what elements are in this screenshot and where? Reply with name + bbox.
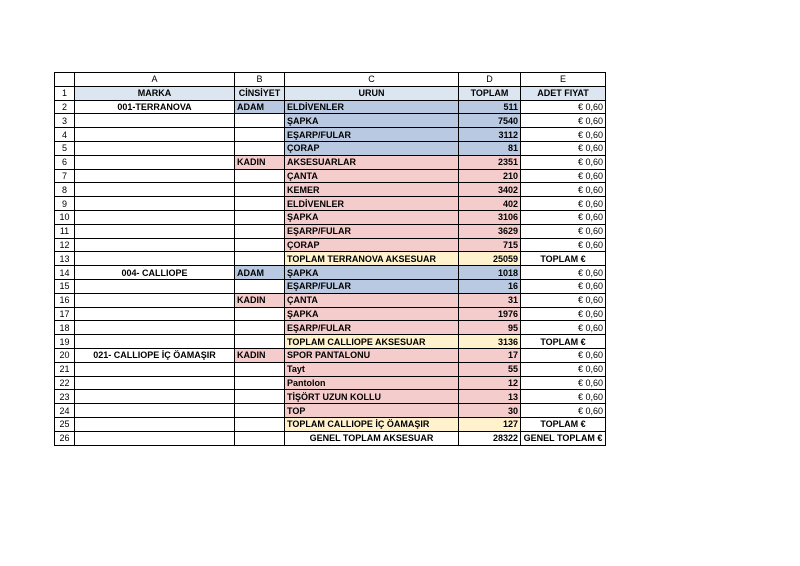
sheet-row	[55, 321, 606, 335]
sheet-row	[55, 362, 606, 376]
sheet-row	[55, 169, 606, 183]
sheet-row	[55, 279, 606, 293]
cell-e[interactable]: € 0,60	[521, 376, 606, 390]
row-number[interactable]: 15	[55, 279, 75, 293]
cell-e[interactable]: € 0,60	[521, 128, 606, 142]
cell-a[interactable]	[75, 293, 235, 307]
cell-a[interactable]	[75, 307, 235, 321]
cell-c[interactable]: Pantolon	[285, 376, 459, 390]
sheet-row	[55, 307, 606, 321]
cell-b[interactable]	[235, 376, 285, 390]
column-header-row	[55, 73, 606, 87]
cell-e[interactable]: ADET FIYAT	[521, 86, 606, 100]
cell-b[interactable]	[235, 321, 285, 335]
cell-a[interactable]	[75, 210, 235, 224]
cell-a[interactable]	[75, 404, 235, 418]
row-number[interactable]: 26	[55, 431, 75, 445]
cell-d[interactable]: 3402	[459, 183, 521, 197]
cell-d[interactable]: 3629	[459, 224, 521, 238]
row-number[interactable]: 17	[55, 307, 75, 321]
cell-d[interactable]: 95	[459, 321, 521, 335]
column-header-c[interactable]: C	[285, 73, 459, 87]
cell-e[interactable]: TOPLAM €	[521, 417, 606, 431]
cell-b[interactable]: KADIN	[235, 293, 285, 307]
sheet-row	[55, 431, 606, 445]
cell-c[interactable]: ÇORAP	[285, 238, 459, 252]
cell-d[interactable]: 81	[459, 141, 521, 155]
cell-c[interactable]: ŞAPKA	[285, 114, 459, 128]
cell-e[interactable]: € 0,60	[521, 141, 606, 155]
cell-c[interactable]: KEMER	[285, 183, 459, 197]
cell-d[interactable]: 1018	[459, 266, 521, 280]
cell-a[interactable]: 001-TERRANOVA	[75, 100, 235, 114]
row-number[interactable]: 19	[55, 335, 75, 349]
cell-e[interactable]: TOPLAM €	[521, 335, 606, 349]
cell-e[interactable]: TOPLAM €	[521, 252, 606, 266]
cell-e[interactable]: € 0,60	[521, 348, 606, 362]
cell-b[interactable]	[235, 197, 285, 211]
row-number[interactable]: 25	[55, 417, 75, 431]
row-number[interactable]: 11	[55, 224, 75, 238]
cell-b[interactable]	[235, 169, 285, 183]
cell-e[interactable]: GENEL TOPLAM €	[521, 431, 606, 445]
row-number[interactable]: 16	[55, 293, 75, 307]
sheet-row	[55, 114, 606, 128]
cell-c[interactable]: ELDİVENLER	[285, 197, 459, 211]
cell-e[interactable]: € 0,60	[521, 279, 606, 293]
cell-a[interactable]: MARKA	[75, 86, 235, 100]
cell-c[interactable]: TOPLAM CALLIOPE İÇ ÖAMAŞIR	[285, 417, 459, 431]
cell-e[interactable]: € 0,60	[521, 362, 606, 376]
cell-a[interactable]: 004- CALLIOPE	[75, 266, 235, 280]
cell-d[interactable]: 7540	[459, 114, 521, 128]
cell-a[interactable]	[75, 169, 235, 183]
cell-a[interactable]	[75, 141, 235, 155]
cell-d[interactable]: 2351	[459, 155, 521, 169]
cell-d[interactable]: 3112	[459, 128, 521, 142]
cell-d[interactable]: 715	[459, 238, 521, 252]
cell-b[interactable]	[235, 141, 285, 155]
cell-b[interactable]	[235, 431, 285, 445]
sheet-row	[55, 390, 606, 404]
cell-b[interactable]	[235, 114, 285, 128]
sheet-row	[55, 335, 606, 349]
cell-c[interactable]: AKSESUARLAR	[285, 155, 459, 169]
cell-a[interactable]	[75, 431, 235, 445]
cell-c[interactable]: URUN	[285, 86, 459, 100]
cell-d[interactable]: 210	[459, 169, 521, 183]
cell-a[interactable]	[75, 197, 235, 211]
cell-a[interactable]	[75, 128, 235, 142]
cell-c[interactable]: ÇANTA	[285, 169, 459, 183]
row-number[interactable]: 7	[55, 169, 75, 183]
cell-c[interactable]: EŞARP/FULAR	[285, 224, 459, 238]
sheet-row	[55, 417, 606, 431]
cell-d[interactable]: 402	[459, 197, 521, 211]
cell-b[interactable]: ADAM	[235, 100, 285, 114]
cell-c[interactable]: Tayt	[285, 362, 459, 376]
row-number[interactable]: 5	[55, 141, 75, 155]
cell-b[interactable]	[235, 183, 285, 197]
sheet-body	[55, 73, 606, 446]
cell-a[interactable]	[75, 376, 235, 390]
cell-d[interactable]: 55	[459, 362, 521, 376]
cell-c[interactable]: EŞARP/FULAR	[285, 128, 459, 142]
cell-e[interactable]: € 0,60	[521, 197, 606, 211]
cell-b[interactable]	[235, 390, 285, 404]
cell-e[interactable]: € 0,60	[521, 100, 606, 114]
cell-d[interactable]: 31	[459, 293, 521, 307]
cell-d[interactable]: 16	[459, 279, 521, 293]
row-number[interactable]: 21	[55, 362, 75, 376]
cell-d[interactable]: 3136	[459, 335, 521, 349]
cell-e[interactable]: € 0,60	[521, 293, 606, 307]
cell-a[interactable]	[75, 183, 235, 197]
sheet-row	[55, 224, 606, 238]
cell-c[interactable]: TOPLAM TERRANOVA AKSESUAR	[285, 252, 459, 266]
row-number[interactable]: 13	[55, 252, 75, 266]
sheet-row	[55, 86, 606, 100]
cell-a[interactable]	[75, 114, 235, 128]
row-number[interactable]: 1	[55, 86, 75, 100]
sheet-row	[55, 155, 606, 169]
row-number[interactable]: 3	[55, 114, 75, 128]
cell-a[interactable]	[75, 238, 235, 252]
cell-b[interactable]	[235, 210, 285, 224]
sheet-row	[55, 100, 606, 114]
sheet-row	[55, 141, 606, 155]
cell-d[interactable]: 25059	[459, 252, 521, 266]
cell-b[interactable]: KADIN	[235, 155, 285, 169]
cell-d[interactable]: 13	[459, 390, 521, 404]
cell-e[interactable]: € 0,60	[521, 404, 606, 418]
cell-c[interactable]: EŞARP/FULAR	[285, 321, 459, 335]
row-number[interactable]: 2	[55, 100, 75, 114]
cell-c[interactable]: ELDİVENLER	[285, 100, 459, 114]
cell-b[interactable]	[235, 404, 285, 418]
cell-e[interactable]: € 0,60	[521, 183, 606, 197]
row-number[interactable]: 23	[55, 390, 75, 404]
column-header-e[interactable]: E	[521, 73, 606, 87]
corner-cell[interactable]	[55, 73, 75, 87]
column-header-b[interactable]: B	[235, 73, 285, 87]
cell-e[interactable]: € 0,60	[521, 169, 606, 183]
cell-a[interactable]: 021- CALLIOPE İÇ ÖAMAŞIR	[75, 348, 235, 362]
sheet-row	[55, 266, 606, 280]
column-header-a[interactable]: A	[75, 73, 235, 87]
cell-b[interactable]	[235, 362, 285, 376]
cell-b[interactable]: KADIN	[235, 348, 285, 362]
cell-d[interactable]: 511	[459, 100, 521, 114]
cell-c[interactable]: ŞAPKA	[285, 266, 459, 280]
row-number[interactable]: 12	[55, 238, 75, 252]
row-number[interactable]: 4	[55, 128, 75, 142]
row-number[interactable]: 6	[55, 155, 75, 169]
cell-c[interactable]: ÇORAP	[285, 141, 459, 155]
cell-e[interactable]: € 0,60	[521, 224, 606, 238]
row-number[interactable]: 8	[55, 183, 75, 197]
sheet-row	[55, 293, 606, 307]
cell-d[interactable]: 30	[459, 404, 521, 418]
cell-b[interactable]	[235, 307, 285, 321]
cell-b[interactable]	[235, 224, 285, 238]
cell-b[interactable]	[235, 128, 285, 142]
cell-a[interactable]	[75, 321, 235, 335]
cell-a[interactable]	[75, 390, 235, 404]
cell-b[interactable]: CİNSİYET	[235, 86, 285, 100]
spreadsheet-table	[54, 72, 606, 446]
cell-c[interactable]: ŞAPKA	[285, 210, 459, 224]
row-number[interactable]: 9	[55, 197, 75, 211]
cell-c[interactable]: TOPLAM CALLIOPE AKSESUAR	[285, 335, 459, 349]
cell-a[interactable]	[75, 362, 235, 376]
cell-e[interactable]: € 0,60	[521, 321, 606, 335]
sheet-row	[55, 404, 606, 418]
cell-b[interactable]	[235, 252, 285, 266]
cell-b[interactable]	[235, 279, 285, 293]
cell-e[interactable]: € 0,60	[521, 390, 606, 404]
row-number[interactable]: 10	[55, 210, 75, 224]
sheet-row	[55, 376, 606, 390]
cell-e[interactable]: € 0,60	[521, 266, 606, 280]
cell-a[interactable]	[75, 335, 235, 349]
cell-b[interactable]	[235, 238, 285, 252]
sheet-row	[55, 238, 606, 252]
cell-d[interactable]: 12	[459, 376, 521, 390]
cell-e[interactable]: € 0,60	[521, 114, 606, 128]
cell-a[interactable]	[75, 224, 235, 238]
cell-a[interactable]	[75, 417, 235, 431]
cell-e[interactable]: € 0,60	[521, 238, 606, 252]
cell-e[interactable]: € 0,60	[521, 210, 606, 224]
cell-e[interactable]: € 0,60	[521, 307, 606, 321]
cell-e[interactable]: € 0,60	[521, 155, 606, 169]
cell-b[interactable]: ADAM	[235, 266, 285, 280]
cell-c[interactable]: SPOR PANTALONU	[285, 348, 459, 362]
cell-c[interactable]: TİŞÖRT UZUN KOLLU	[285, 390, 459, 404]
cell-c[interactable]: TOP	[285, 404, 459, 418]
cell-d[interactable]: 17	[459, 348, 521, 362]
column-header-d[interactable]: D	[459, 73, 521, 87]
row-number[interactable]: 22	[55, 376, 75, 390]
row-number[interactable]: 20	[55, 348, 75, 362]
cell-d[interactable]: 3106	[459, 210, 521, 224]
row-number[interactable]: 24	[55, 404, 75, 418]
cell-d[interactable]: TOPLAM	[459, 86, 521, 100]
sheet-row	[55, 348, 606, 362]
cell-c[interactable]: EŞARP/FULAR	[285, 279, 459, 293]
sheet-row	[55, 183, 606, 197]
cell-c[interactable]: GENEL TOPLAM AKSESUAR	[285, 431, 459, 445]
sheet-row	[55, 128, 606, 142]
sheet-row	[55, 197, 606, 211]
sheet-row	[55, 210, 606, 224]
cell-c[interactable]: ŞAPKA	[285, 307, 459, 321]
cell-a[interactable]	[75, 252, 235, 266]
row-number[interactable]: 14	[55, 266, 75, 280]
cell-b[interactable]	[235, 335, 285, 349]
cell-b[interactable]	[235, 417, 285, 431]
sheet-row	[55, 252, 606, 266]
cell-c[interactable]: ÇANTA	[285, 293, 459, 307]
cell-d[interactable]: 127	[459, 417, 521, 431]
cell-a[interactable]	[75, 279, 235, 293]
cell-d[interactable]: 1976	[459, 307, 521, 321]
row-number[interactable]: 18	[55, 321, 75, 335]
cell-d[interactable]: 28322	[459, 431, 521, 445]
cell-a[interactable]	[75, 155, 235, 169]
